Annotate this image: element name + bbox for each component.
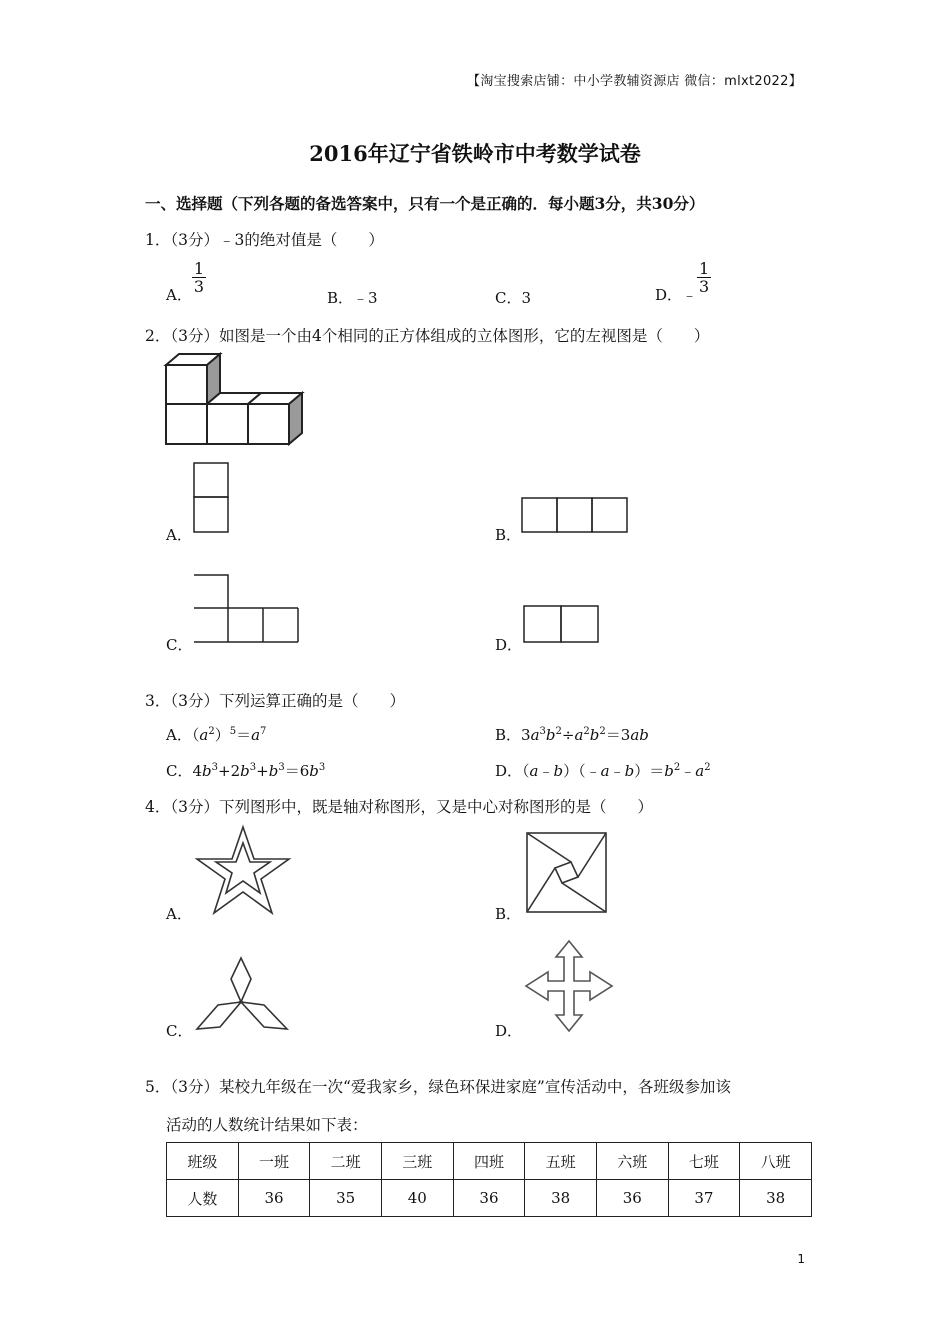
q1-option-a-fraction (192, 260, 206, 295)
table-header-row (167, 1143, 812, 1180)
table-cell: 38 (525, 1180, 597, 1217)
q2-option-b-label: B． (495, 526, 522, 544)
table-cell: 人数 (167, 1180, 239, 1217)
table-header-cell: 四班 (453, 1143, 525, 1180)
q2-option-c-figure (194, 574, 300, 644)
table-cell: 36 (238, 1180, 310, 1217)
q3-option-b: B．$3a^3b^2\div a^2b^2=3ab$ (495, 726, 649, 744)
table-header-cell: 七班 (668, 1143, 740, 1180)
q4-option-c-triple-rhombus-figure (196, 957, 290, 1031)
header-note: 【淘宝搜索店铺：中小学教辅资源店 微信：mlxt2022】 (467, 74, 802, 89)
q3-option-d-label: D． (495, 762, 523, 780)
q2-option-a-label: A． (166, 526, 192, 544)
q5-stem-line2: 活动的人数统计结果如下表： (166, 1116, 368, 1134)
q4-option-d-label: D． (495, 1022, 523, 1040)
section-heading: 一、选择题（下列各题的备选答案中，只有一个是正确的．每小题3分，共30分） (145, 194, 705, 213)
table-cell: 36 (453, 1180, 525, 1217)
q4-option-b-pinwheel-figure (526, 832, 608, 914)
q3-option-c: C．$4b^3+2b^3+b^3=6b^3$ (166, 762, 326, 780)
q4-option-a-star-figure (198, 826, 292, 916)
q4-option-d-four-arrow-figure (524, 940, 614, 1032)
table-header-cell: 五班 (525, 1143, 597, 1180)
table-row (167, 1180, 812, 1217)
q1-option-b: B．﹣3 (327, 289, 378, 307)
q3-stem: 3．（3分）下列运算正确的是（ ） (145, 692, 405, 710)
table-cell: 37 (668, 1180, 740, 1217)
q4-stem: 4．（3分）下列图形中，既是轴对称图形，又是中心对称图形的是（ ） (145, 798, 653, 816)
table-cell: 36 (596, 1180, 668, 1217)
q2-option-d-label: D． (495, 636, 523, 654)
table-cell: 40 (381, 1180, 453, 1217)
q1-option-c: C．3 (495, 289, 532, 307)
q3-option-a: A．$(a^2)^5=a^7$ (166, 726, 267, 744)
q2-option-b-figure (522, 498, 628, 534)
table-header-cell: 六班 (596, 1143, 668, 1180)
table-header-cell: 班级 (167, 1143, 239, 1180)
q1-d-numerator: 1 (699, 259, 710, 278)
q1-d-denominator: 3 (699, 277, 710, 296)
class-participation-table (166, 1142, 812, 1217)
q2-option-d-figure (524, 606, 600, 644)
table-cell: 35 (310, 1180, 382, 1217)
table-cell: 38 (740, 1180, 812, 1217)
q1-option-d (655, 259, 711, 304)
q5-stem-line1: 5．（3分）某校九年级在一次“爱我家乡，绿色环保进家庭”宣传活动中，各班级参加该 (145, 1078, 731, 1096)
q3-option-b-label: B． (495, 726, 522, 744)
q4-option-c-label: C． (166, 1022, 193, 1040)
table-header-cell: 一班 (238, 1143, 310, 1180)
q1-a-numerator: 1 (193, 259, 205, 278)
q3-option-d: D．$(a﹣b)(﹣a﹣b)=b^2﹣a^2$ (495, 762, 711, 780)
q2-option-c-label: C． (166, 636, 193, 654)
q1-stem: 1．（3分）﹣3的绝对值是（ ） (145, 231, 384, 249)
q3-option-a-label: A． (166, 726, 192, 744)
q1-a-denominator: 3 (193, 277, 205, 296)
q2-cube-figure (166, 354, 311, 448)
q1-option-d-fraction (697, 260, 711, 295)
q4-option-b-label: B． (495, 905, 522, 923)
q1-option-a (166, 259, 206, 304)
q4-option-a-label: A． (166, 905, 192, 923)
page-number: 1 (797, 1252, 805, 1266)
page-title: 2016年辽宁省铁岭市中考数学试卷 (309, 141, 641, 166)
table-header-cell: 二班 (310, 1143, 382, 1180)
q1-option-a-label: A． (166, 285, 192, 304)
q2-option-a-figure (194, 463, 230, 535)
table-header-cell: 三班 (381, 1143, 453, 1180)
q3-option-c-label: C． (166, 762, 193, 780)
table-header-cell: 八班 (740, 1143, 812, 1180)
q1-option-d-label: D．﹣ (655, 285, 698, 304)
q2-stem: 2．（3分）如图是一个由4个相同的正方体组成的立体图形，它的左视图是（ ） (145, 327, 710, 345)
